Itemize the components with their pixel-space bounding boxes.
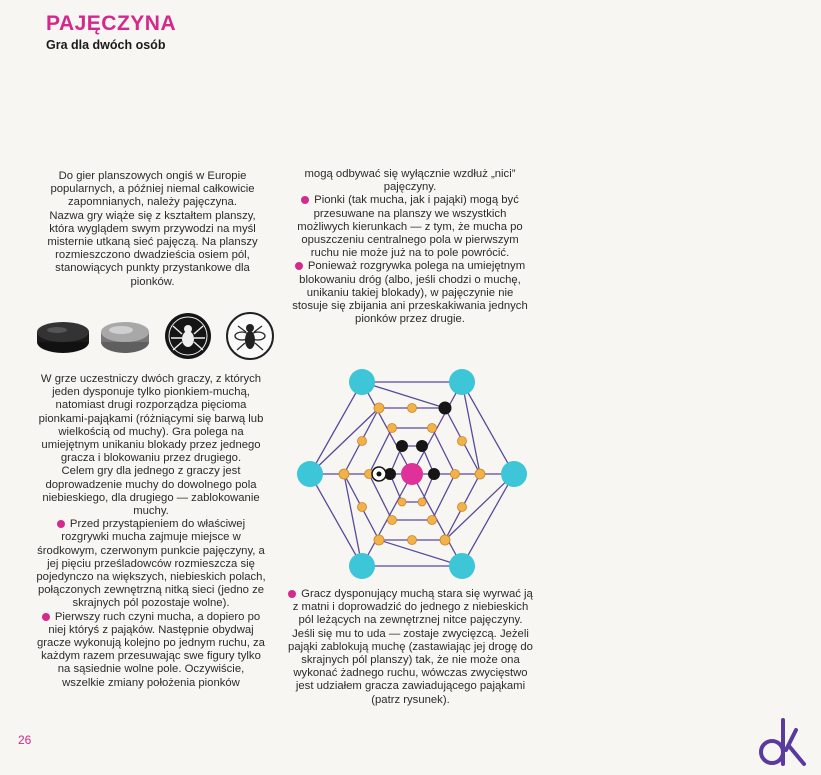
spider-token-icon: [165, 313, 211, 359]
column2-bottom-text: [288, 588, 533, 707]
page-number: 26: [18, 733, 32, 747]
paragraph: [288, 588, 533, 707]
pieces-illustration: [35, 312, 275, 364]
paragraph-text: Pionki (tak mucha, jak i pająki) mogą być przesuwane na planszy we wszystkich możliwych kierunkach — z tym, że mucha po opuszczeniu centralnego pola w pierwszym ruchu nie może już na to pole powrócić.: [297, 194, 523, 260]
paragraph-text: Przed przystąpieniem do właściwej rozgrywki mucha zajmuje miejsce w środkowym, czerwonym punkcie pajęczyny, a jej pięciu prześladowców rozmieszcza się pojedynczo na większych, niebieskich polach, połączonych zewnętrzną nitką sieci (jedno ze skrajnych pól pozostaje wolne).: [36, 518, 266, 610]
grey-piece-icon: [101, 322, 149, 353]
paragraph: Nazwa gry wiąże się z kształtem planszy, która wyglądem swym przywodzi na myśl misternie utkaną sieć pajęczą. Na planszy rozmieszczono dwadzieścia osiem pól, stanowiących punkty przystankowe dla pionków.: [47, 209, 258, 288]
paragraph: [36, 518, 266, 610]
web-board-diagram: [292, 366, 532, 581]
paragraph-text: Ponieważ rozgrywka polega na umiejętnym blokowaniu dróg (albo, jeśli chodzi o muchę, unikaniu takiej blokady), w pajęczynie nie stosuje się zbijania ani przeskakiwania jednych pionków przez drugie.: [292, 260, 528, 326]
fly-token-icon: [227, 313, 273, 359]
bullet-icon: [57, 520, 65, 528]
column2-top-text: [290, 168, 530, 326]
bullet-icon: [295, 262, 303, 270]
center-field: [401, 463, 423, 485]
column1-top-text: [40, 170, 265, 289]
paragraph-text: Gracz dysponujący muchą stara się wyrwać ją z matni i doprowadzić do jednego z niebieskich pól leżących na zewnętrznej nitce pajęczyny. Jeśli się mu to uda — zostaje zwycięzcą. Jeżeli pająki zablokują muchę (zastawiając jej drogę do skrajnych pól planszy) tak, że nie może ona wykonać żadnego ruchu, wówczas zwycięstwo jest udziałem gracza zawiadującego pająkami (patrz rysunek).: [288, 588, 533, 706]
column1-bottom-text: [36, 373, 266, 690]
paragraph: [290, 194, 530, 260]
bullet-icon: [42, 613, 50, 621]
paragraph: W grze uczestniczy dwóch graczy, z których jeden dysponuje tylko pionkiem-muchą, natomiast drugi rozporządza pięcioma pionkami-pająkami (różniącymi się barwą lub wielkością od muchy). Gra polega na umiejętnym unikaniu blokady przez jednego gracza i blokowaniu przez drugiego.: [38, 373, 264, 465]
paragraph-text: Pierwszy ruch czyni mucha, a dopiero po niej któryś z pająków. Następnie obydwaj gracze wykonują kolejno po jednym ruchu, za każdym razem przesuwając swe figury tylko na sąsiednie wolne pole. Oczywiście, wszelkie zmiany położenia pionków: [37, 610, 265, 689]
paragraph: Do gier planszowych ongiś w Europie popularnych, a później niemal całkowicie zapomnianych, należy pajęczyna.: [50, 170, 255, 209]
paragraph: Celem gry dla jednego z graczy jest doprowadzenie muchy do dowolnego pola niebieskiego, dla drugiego — zablokowanie muchy.: [42, 465, 260, 518]
bullet-icon: [288, 590, 296, 598]
paragraph: [290, 260, 530, 326]
black-piece-icon: [37, 322, 89, 353]
publisher-logo: [756, 716, 812, 770]
bullet-icon: [301, 196, 309, 204]
paragraph: mogą odbywać się wyłącznie wzdłuż „nici” pajęczyny.: [304, 168, 516, 194]
paragraph: [36, 611, 266, 690]
page-subtitle: Gra dla dwóch osób: [46, 38, 166, 52]
fly-piece: [372, 467, 386, 481]
page-title: PAJĘCZYNA: [46, 12, 177, 35]
